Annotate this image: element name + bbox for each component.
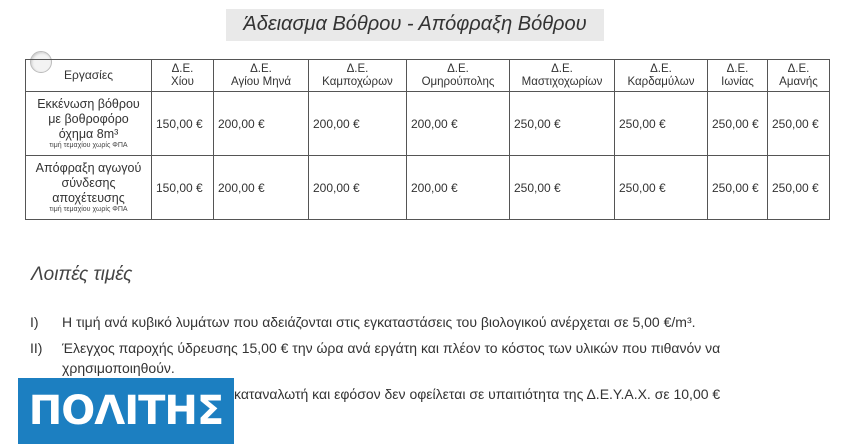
row-label: Εκκένωση βόθρου με βοθροφόρο όχημα 8m³ τιμή τεμαχίου χωρίς ΦΠΑ bbox=[26, 92, 152, 156]
list-item-continuation: χρησιμοποιηθούν. bbox=[62, 360, 175, 376]
price-cell: 150,00 € bbox=[152, 156, 214, 220]
price-cell: 200,00 € bbox=[309, 156, 407, 220]
page-title: Άδειασμα Βόθρου - Απόφραξη Βόθρου bbox=[243, 13, 587, 35]
header-agios-minas: Δ.Ε. Αγίου Μηνά bbox=[214, 60, 309, 92]
header-mastichochoria: Δ.Ε. Μαστιχοχωρίων bbox=[510, 60, 615, 92]
table-row bbox=[26, 156, 830, 220]
header-ionia: Δ.Ε. Ιωνίας bbox=[708, 60, 768, 92]
header-tasks: Εργασίες bbox=[26, 60, 152, 92]
price-cell: 250,00 € bbox=[615, 92, 708, 156]
price-table bbox=[25, 59, 830, 220]
row-note: τιμή τεμαχίου χωρίς ΦΠΑ bbox=[49, 142, 128, 149]
price-cell: 250,00 € bbox=[708, 156, 768, 220]
row-note: τιμή τεμαχίου χωρίς ΦΠΑ bbox=[49, 206, 128, 213]
price-cell: 150,00 € bbox=[152, 92, 214, 156]
item-number: II) bbox=[30, 340, 43, 356]
header-kardamyla: Δ.Ε. Καρδαμύλων bbox=[615, 60, 708, 92]
header-omiroupoli: Δ.Ε. Ομηρούπολης bbox=[407, 60, 510, 92]
price-cell: 250,00 € bbox=[615, 156, 708, 220]
list-item: καταναλωτή και εφόσον δεν οφείλεται σε υπαιτιότητα της Δ.Ε.Υ.Α.Χ. σε 10,00 € bbox=[234, 386, 721, 402]
list-item bbox=[30, 314, 696, 330]
header-amani: Δ.Ε. Αμανής bbox=[768, 60, 830, 92]
price-cell: 250,00 € bbox=[768, 92, 830, 156]
price-cell: 200,00 € bbox=[309, 92, 407, 156]
table-row bbox=[26, 92, 830, 156]
list-item bbox=[30, 340, 720, 356]
price-cell: 250,00 € bbox=[708, 92, 768, 156]
header-kampochoria: Δ.Ε. Καμποχώρων bbox=[309, 60, 407, 92]
price-cell: 200,00 € bbox=[407, 156, 510, 220]
table-header-row bbox=[26, 60, 830, 92]
item-text: Η τιμή ανά κυβικό λυμάτων που αδειάζονται στις εγκαταστάσεις του βιολογικού ανέρχεται σε 5,00 €/m³. bbox=[62, 314, 696, 330]
price-cell: 250,00 € bbox=[510, 156, 615, 220]
politis-logo: ΠΟΛΙΤΗΣ bbox=[18, 378, 234, 444]
row-label: Απόφραξη αγωγού σύνδεσης αποχέτευσης τιμή τεμαχίου χωρίς ΦΠΑ bbox=[26, 156, 152, 220]
price-cell: 250,00 € bbox=[510, 92, 615, 156]
title-highlight bbox=[226, 9, 604, 41]
item-number: I) bbox=[30, 314, 39, 330]
section-title: Λοιπές τιμές bbox=[31, 264, 133, 285]
price-cell: 200,00 € bbox=[407, 92, 510, 156]
price-cell: 200,00 € bbox=[214, 92, 309, 156]
price-cell: 250,00 € bbox=[768, 156, 830, 220]
item-text: Έλεγχος παροχής ύδρευσης 15,00 € την ώρα ανά εργάτη και πλέον το κόστος των υλικών που πιθανόν να bbox=[62, 340, 721, 356]
header-chios: Δ.Ε. Χίου bbox=[152, 60, 214, 92]
price-cell: 200,00 € bbox=[214, 156, 309, 220]
